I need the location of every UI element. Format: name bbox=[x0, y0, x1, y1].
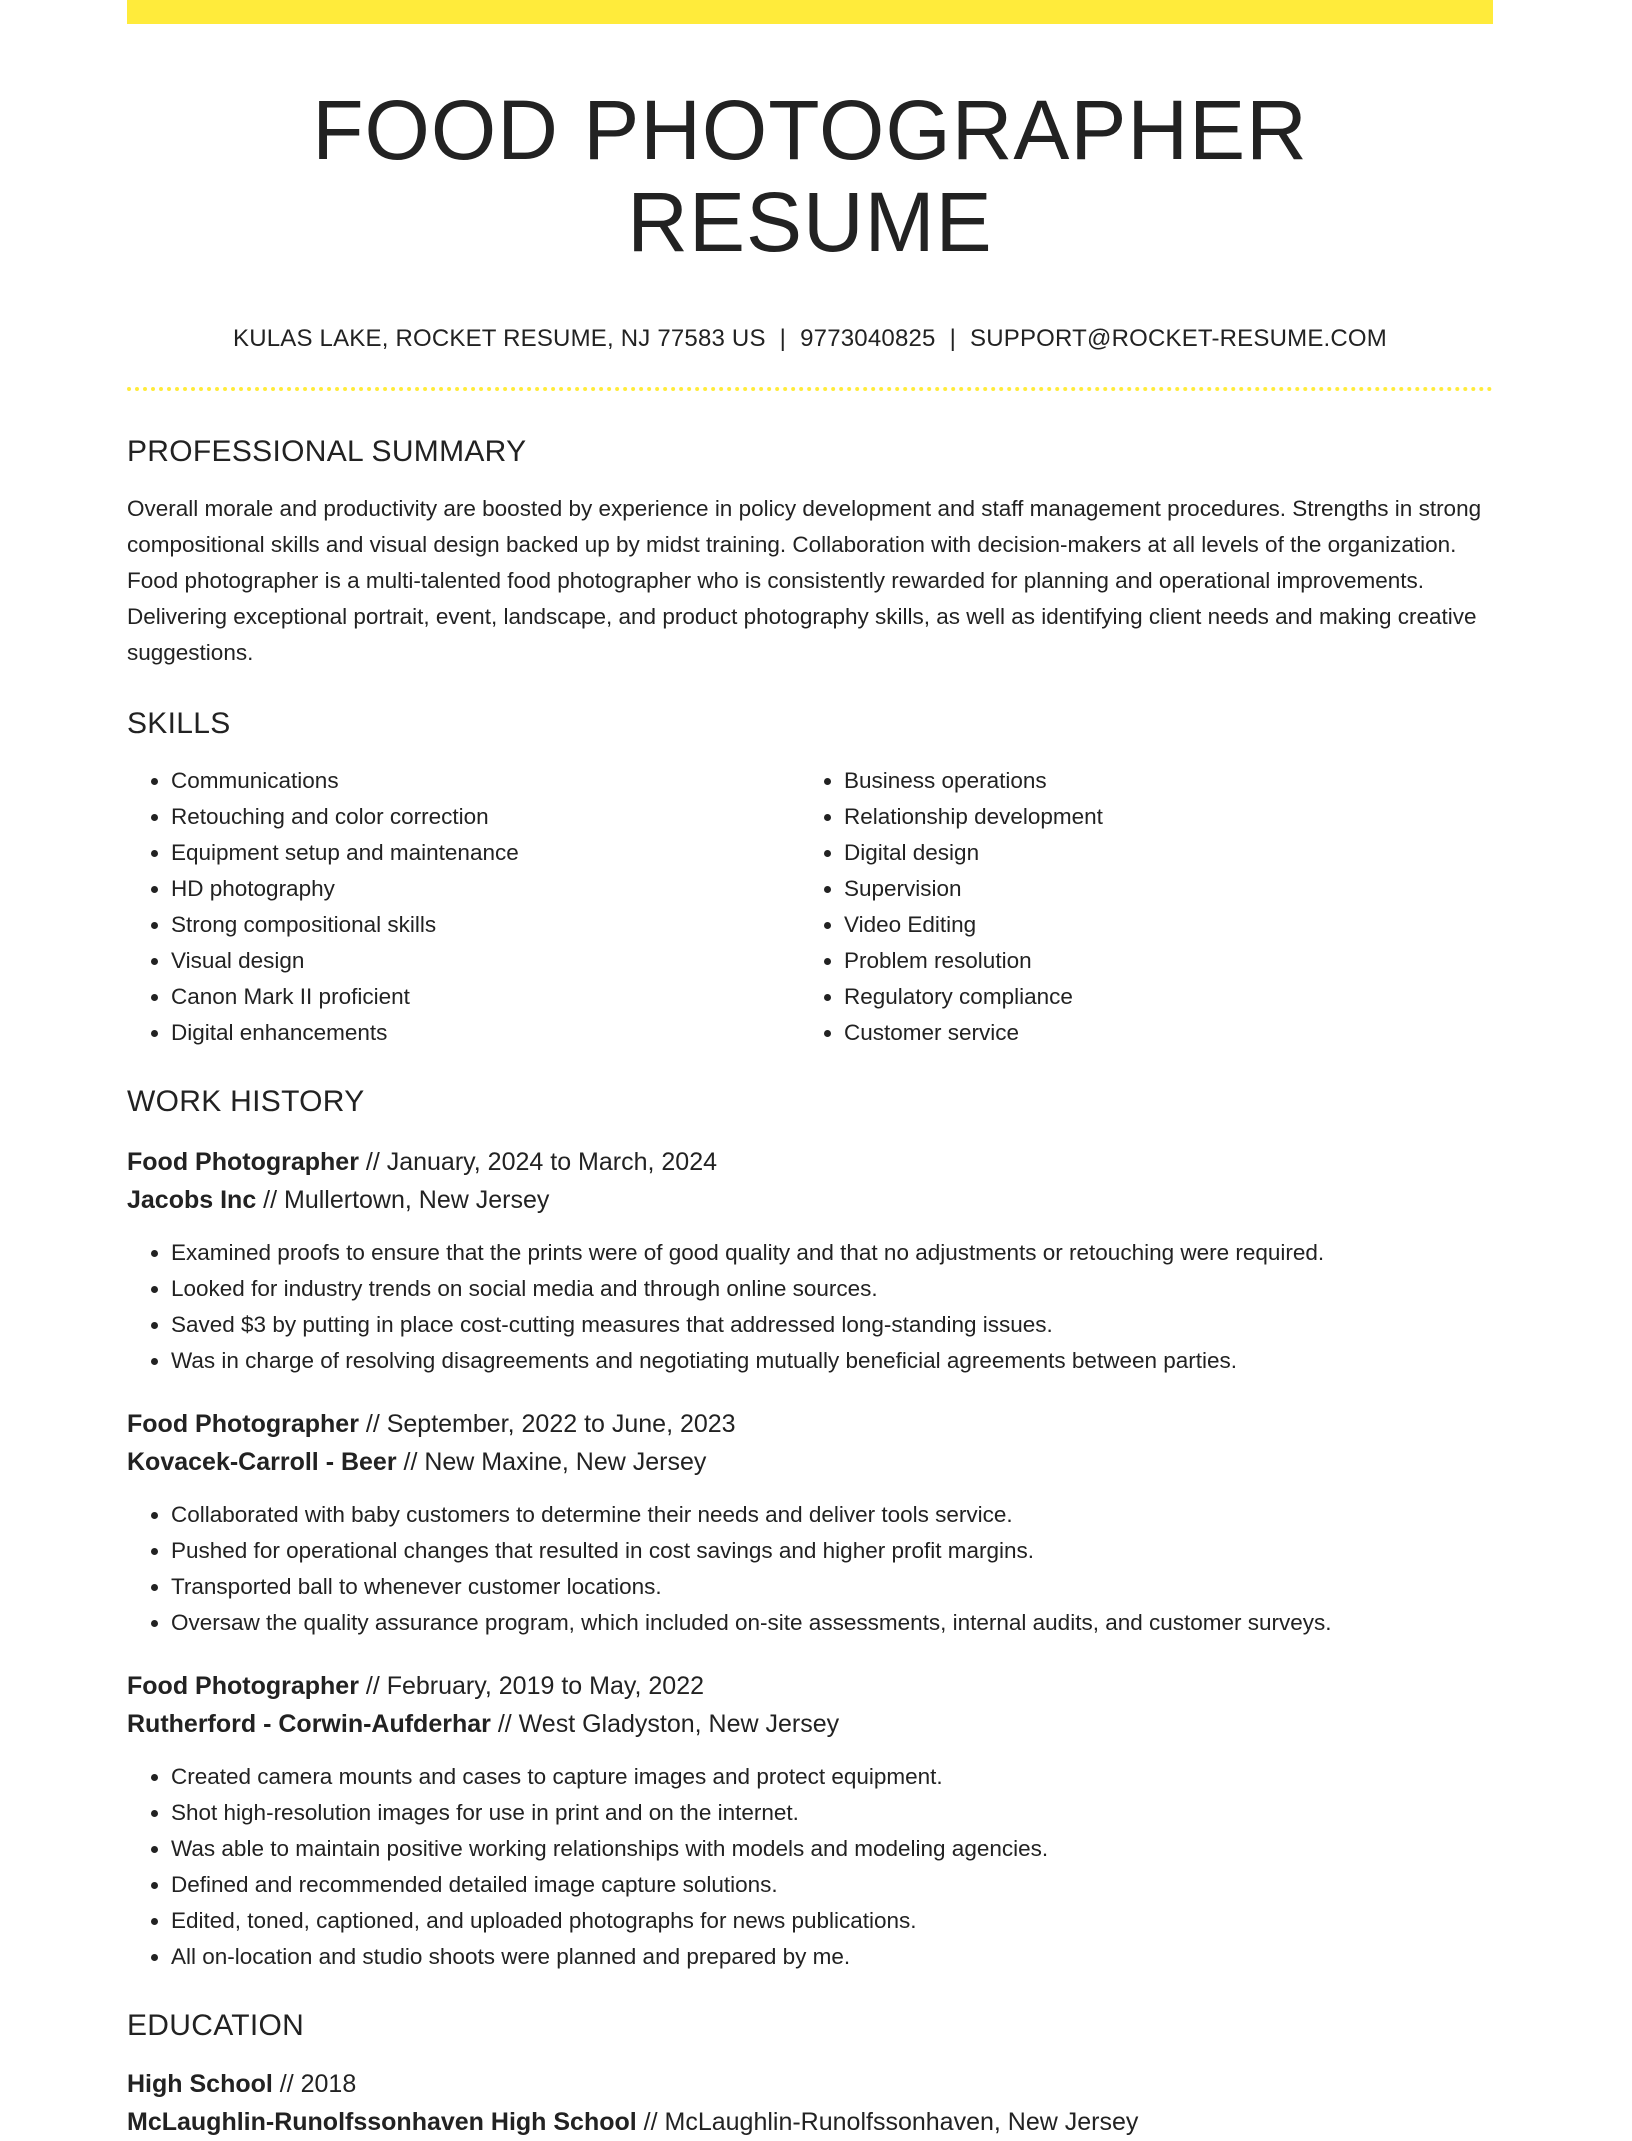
job-company-line bbox=[127, 1181, 1493, 1219]
job-dates: // September, 2022 to June, 2023 bbox=[358, 1409, 736, 1438]
summary-heading: PROFESSIONAL SUMMARY bbox=[127, 434, 527, 468]
job-bullet: • Looked for industry trends on social media and through online sources. bbox=[171, 1271, 1493, 1307]
job-role: Food Photographer bbox=[127, 1147, 359, 1176]
dotted-divider bbox=[127, 387, 1493, 391]
job-entry bbox=[127, 1667, 1493, 1975]
job-bullets bbox=[127, 1235, 1493, 1379]
job-company-line bbox=[127, 1705, 1493, 1743]
job-bullet: • All on-location and studio shoots were planned and prepared by me. bbox=[171, 1939, 1493, 1975]
job-bullet: • Pushed for operational changes that resulted in cost savings and higher profit margins. bbox=[171, 1533, 1493, 1569]
job-company: Jacobs Inc bbox=[127, 1185, 257, 1214]
job-dates: // January, 2024 to March, 2024 bbox=[358, 1147, 718, 1176]
job-location: // New Maxine, New Jersey bbox=[396, 1447, 707, 1476]
skill-item: • Relationship development bbox=[844, 799, 1473, 835]
job-company: Rutherford - Corwin-Aufderhar bbox=[127, 1709, 491, 1738]
job-bullet: • Transported ball to whenever customer locations. bbox=[171, 1569, 1493, 1605]
skills-list bbox=[127, 763, 1493, 1051]
skill-item: • Regulatory compliance bbox=[844, 979, 1473, 1015]
job-title-line bbox=[127, 1405, 1493, 1443]
skill-item: • Supervision bbox=[844, 871, 1473, 907]
job-role: Food Photographer bbox=[127, 1409, 359, 1438]
skills-column-right bbox=[800, 763, 1473, 1051]
education-year: // 2018 bbox=[272, 2069, 357, 2098]
skill-item: • Digital enhancements bbox=[171, 1015, 800, 1051]
contact-phone: 9773040825 bbox=[800, 324, 936, 352]
resume-page bbox=[127, 0, 1493, 2141]
job-bullet: • Saved $3 by putting in place cost-cutting measures that addressed long-standing issues. bbox=[171, 1307, 1493, 1343]
work-history-list bbox=[127, 1143, 1493, 1975]
skill-item: • Equipment setup and maintenance bbox=[171, 835, 800, 871]
education-school-line bbox=[127, 2103, 1493, 2141]
job-bullet: • Defined and recommended detailed image capture solutions. bbox=[171, 1867, 1493, 1903]
job-bullet: • Was in charge of resolving disagreements and negotiating mutually beneficial agreements between parties. bbox=[171, 1343, 1493, 1379]
skills-column-left bbox=[127, 763, 800, 1051]
contact-separator: | bbox=[949, 324, 957, 352]
skill-item: • Business operations bbox=[844, 763, 1473, 799]
contact-email: SUPPORT@ROCKET-RESUME.COM bbox=[970, 324, 1387, 352]
job-entry bbox=[127, 1143, 1493, 1379]
job-title-line bbox=[127, 1667, 1493, 1705]
skill-item: • Retouching and color correction bbox=[171, 799, 800, 835]
skill-item: • Communications bbox=[171, 763, 800, 799]
job-company: Kovacek-Carroll - Beer bbox=[127, 1447, 397, 1476]
summary-text: Overall morale and productivity are boosted by experience in policy development and staff management procedures. Strengths in strong compositional skills and visual design backed up by midst training. Collaboration with decision-makers at all levels of the organization. Food photographer is a multi-talented food photographer who is consistently rewarded for planning and operational improvements. Delivering exceptional portrait, event, landscape, and product photography skills, as well as identifying client needs and making creative suggestions. bbox=[127, 495, 1482, 665]
job-bullets bbox=[127, 1497, 1493, 1641]
education-school: McLaughlin-Runolfssonhaven High School bbox=[127, 2107, 637, 2136]
education-degree-line bbox=[127, 2065, 1493, 2103]
skills-heading: SKILLS bbox=[127, 706, 231, 740]
job-bullet: • Edited, toned, captioned, and uploaded photographs for news publications. bbox=[171, 1903, 1493, 1939]
job-bullet: • Examined proofs to ensure that the prints were of good quality and that no adjustments or retouching were required. bbox=[171, 1235, 1493, 1271]
education-location: // McLaughlin-Runolfssonhaven, New Jersey bbox=[636, 2107, 1139, 2136]
skill-item: • HD photography bbox=[171, 871, 800, 907]
job-bullet: • Was able to maintain positive working relationships with models and modeling agencies. bbox=[171, 1831, 1493, 1867]
job-title-line bbox=[127, 1143, 1493, 1181]
skill-item: • Customer service bbox=[844, 1015, 1473, 1051]
job-location: // Mullertown, New Jersey bbox=[256, 1185, 550, 1214]
accent-top-bar bbox=[127, 0, 1493, 24]
job-bullet: • Oversaw the quality assurance program, which included on-site assessments, internal audits, and customer surveys. bbox=[171, 1605, 1493, 1641]
skill-item: • Strong compositional skills bbox=[171, 907, 800, 943]
skill-item: • Video Editing bbox=[844, 907, 1473, 943]
job-entry bbox=[127, 1405, 1493, 1641]
education-degree: High School bbox=[127, 2069, 273, 2098]
job-location: // West Gladyston, New Jersey bbox=[490, 1709, 840, 1738]
skill-item: • Canon Mark II proficient bbox=[171, 979, 800, 1015]
skill-item: • Visual design bbox=[171, 943, 800, 979]
job-bullet: • Collaborated with baby customers to determine their needs and deliver tools service. bbox=[171, 1497, 1493, 1533]
resume-title: FOOD PHOTOGRAPHER RESUME bbox=[312, 83, 1308, 270]
job-company-line bbox=[127, 1443, 1493, 1481]
education-heading: EDUCATION bbox=[127, 2008, 305, 2042]
skill-item: • Problem resolution bbox=[844, 943, 1473, 979]
work-history-heading: WORK HISTORY bbox=[127, 1084, 365, 1118]
job-bullets bbox=[127, 1759, 1493, 1975]
job-bullet: • Shot high-resolution images for use in print and on the internet. bbox=[171, 1795, 1493, 1831]
job-dates: // February, 2019 to May, 2022 bbox=[358, 1671, 705, 1700]
contact-line bbox=[127, 325, 1493, 353]
job-role: Food Photographer bbox=[127, 1671, 359, 1700]
job-bullet: • Created camera mounts and cases to capture images and protect equipment. bbox=[171, 1759, 1493, 1795]
education-entry bbox=[127, 2065, 1493, 2141]
skill-item: • Digital design bbox=[844, 835, 1473, 871]
contact-separator: | bbox=[779, 324, 787, 352]
contact-address: KULAS LAKE, ROCKET RESUME, NJ 77583 US bbox=[232, 324, 766, 352]
